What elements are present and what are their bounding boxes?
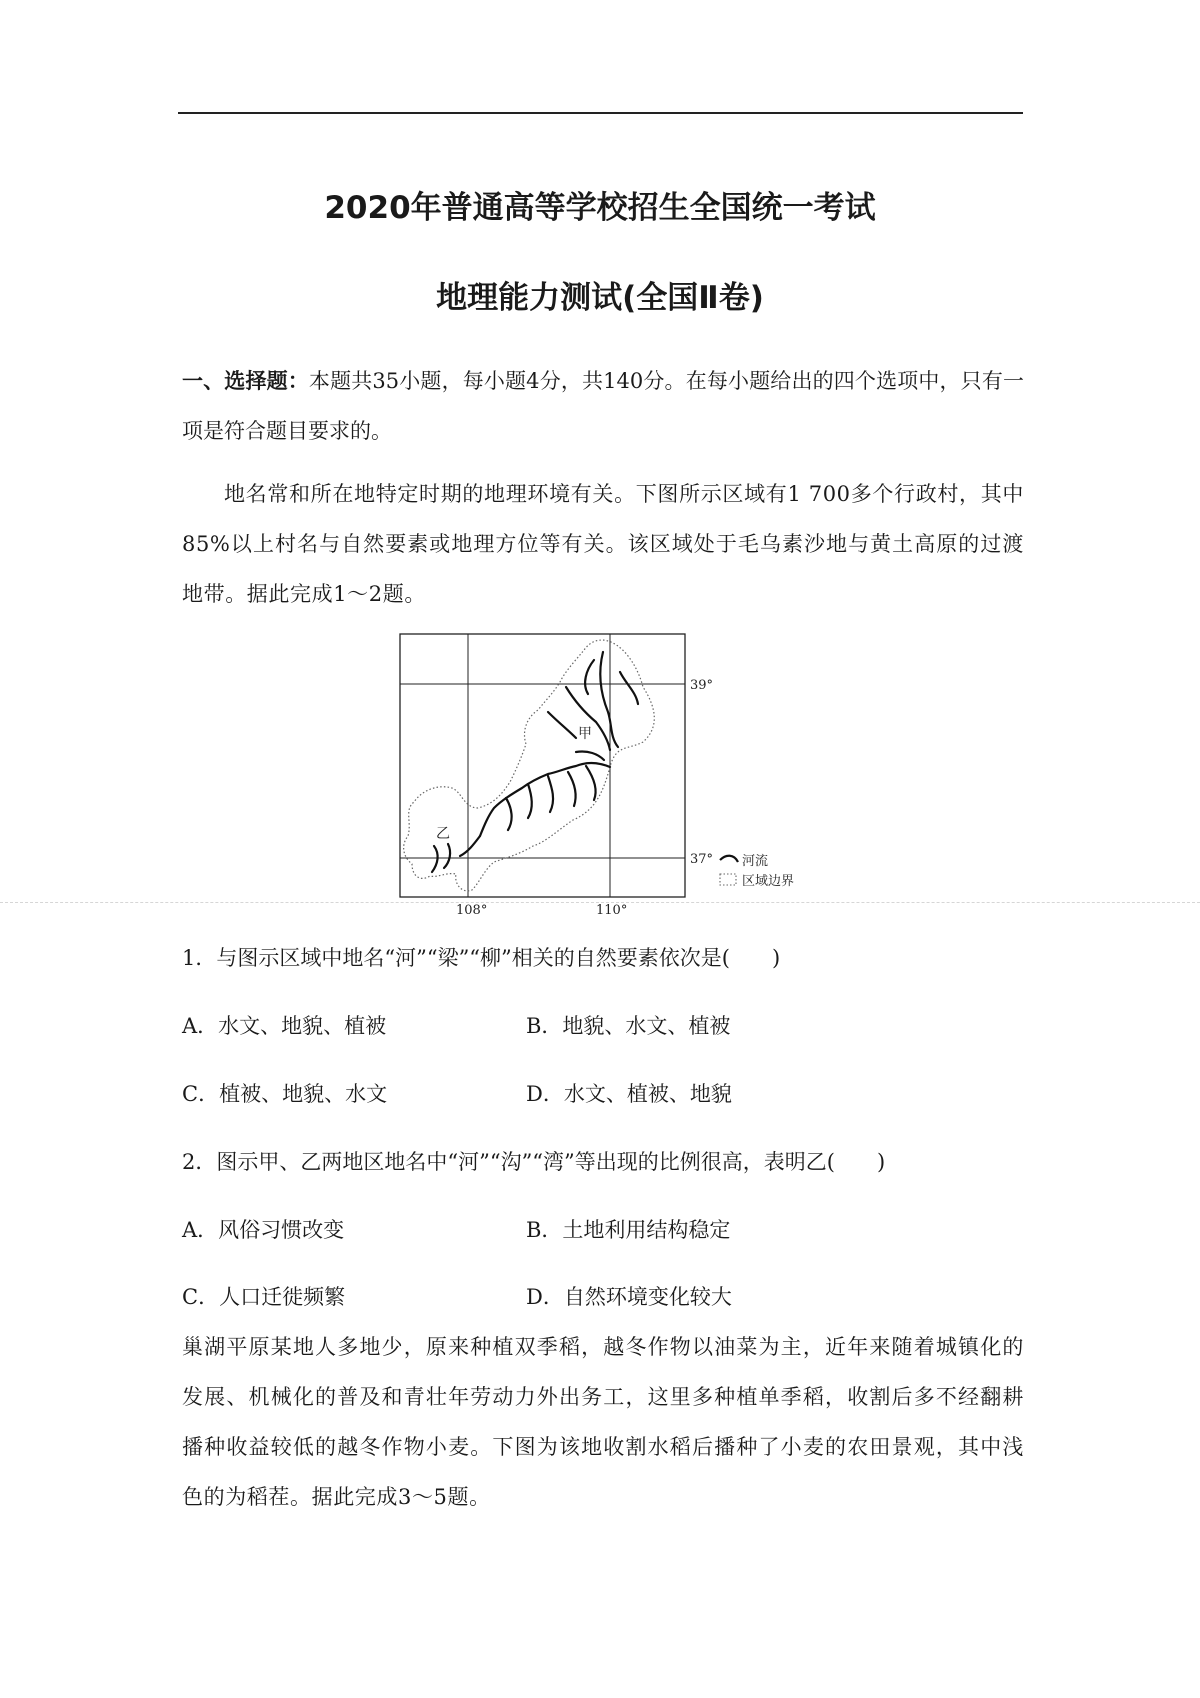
river [432, 846, 438, 872]
header-rule [178, 112, 1023, 114]
river [568, 772, 576, 806]
river [620, 672, 638, 704]
label-yi: 乙 [436, 826, 450, 842]
region-boundary [404, 640, 655, 891]
river [528, 784, 532, 818]
question-2-option-b: B．土地利用结构稳定 [526, 1218, 731, 1242]
exam-subtitle: 地理能力测试(全国Ⅱ卷) [436, 280, 764, 316]
section-instructions [182, 356, 1024, 456]
exam-title: 2020年普通高等学校招生全国统一考试 [324, 190, 876, 226]
river [585, 660, 594, 694]
legend-river-label: 河流 [742, 854, 769, 869]
river [460, 836, 480, 856]
question-2-stem: 2．图示甲、乙两地区地名中“河”“沟”“湾”等出现的比例很高，表明乙( ) [182, 1150, 886, 1174]
passage-1: 地名常和所在地特定时期的地理环境有关。下图所示区域有1 700多个行政村，其中85%以上村名与自然要素或地理方位等有关。该区域处于毛乌素沙地与黄土高原的过渡地带。据此完成1～2题。 [182, 482, 1024, 606]
rivers [432, 652, 638, 872]
question-2-option-a: A．风俗习惯改变 [182, 1218, 345, 1242]
river [586, 766, 596, 800]
question-1-stem: 1．与图示区域中地名“河”“梁”“柳”相关的自然要素依次是( ) [182, 946, 781, 970]
section-text: 本题共35小题，每小题4分，共140分。在每小题给出的四个选项中，只有一项是符合题目要求的。 [182, 369, 1024, 443]
river-legend-icon [720, 856, 738, 862]
boundary-legend-icon [720, 874, 736, 885]
river [444, 844, 450, 868]
lat-label-39: 39° [690, 678, 714, 693]
river [548, 776, 553, 812]
river [576, 751, 604, 760]
label-jia: 甲 [578, 726, 592, 742]
section-heading: 一、选择题： [182, 369, 309, 393]
region-map [398, 632, 828, 917]
question-2-option-c: C．人口迁徙频繁 [182, 1285, 346, 1309]
question-1-option-c: C．植被、地貌、水文 [182, 1082, 388, 1106]
page-break-line [0, 902, 1200, 903]
lat-label-37: 37° [690, 852, 714, 867]
question-1-option-d: D．水文、植被、地貌 [526, 1082, 732, 1106]
question-2-option-d: D．自然环境变化较大 [526, 1285, 732, 1309]
passage-2: 巢湖平原某地人多地少，原来种植双季稻，越冬作物以油菜为主，近年来随着城镇化的发展、机械化的普及和青壮年劳动力外出务工，这里多种植单季稻，收割后多不经翻耕播种收益较低的越冬作物小麦。下图为该地收割水稻后播种了小麦的农田景观，其中浅色的为稻茬。据此完成3～5题。 [182, 1335, 1024, 1509]
river [548, 712, 576, 738]
legend-boundary-label: 区域边界 [742, 874, 795, 889]
lon-label-108: 108° [456, 903, 488, 917]
lon-label-110: 110° [596, 903, 628, 917]
question-1-option-b: B．地貌、水文、植被 [526, 1014, 731, 1038]
river [506, 798, 512, 830]
question-1-option-a: A．水文、地貌、植被 [182, 1014, 387, 1038]
